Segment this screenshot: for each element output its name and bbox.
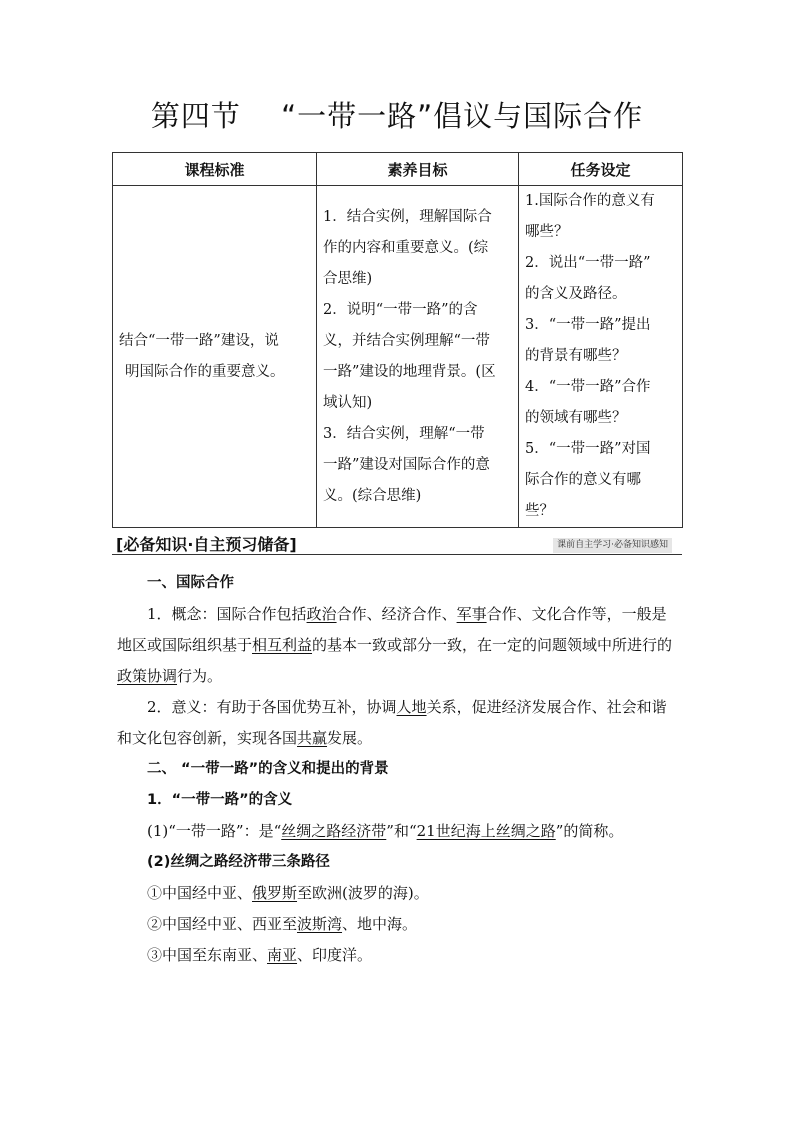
- header-curriculum-standard: 课程标准: [113, 153, 317, 186]
- cell-line: 明国际合作的重要意义。: [125, 363, 285, 380]
- underlined-answer: 南亚: [267, 946, 298, 964]
- text: 行为。: [177, 667, 223, 685]
- cell-line: 3．结合实例，理解“一带: [323, 425, 485, 442]
- underlined-answer: 俄罗斯: [252, 884, 298, 902]
- text: 关系，促进经济发展合作、社会和谐和文化包容创新，实现各国: [117, 698, 667, 747]
- cell-line: 2．说明“一带一路”的含: [323, 301, 478, 318]
- cell-line: 1.国际合作的意义有: [525, 193, 655, 209]
- cell-line: 一路”建设对国际合作的意: [323, 456, 490, 473]
- text: ”和“: [386, 822, 417, 840]
- underlined-answer: 政治: [306, 605, 337, 623]
- heading-belt-and-road: 二、 “一带一路”的含义和提出的背景: [147, 761, 389, 777]
- underlined-answer: 相互利益: [252, 636, 313, 654]
- underlined-answer: 21世纪海上丝绸之路: [416, 822, 556, 840]
- header-task-settings: 任务设定: [519, 153, 683, 186]
- cell-line: 3．“一带一路”提出: [525, 317, 651, 333]
- text: ②中国经中亚、西亚至: [147, 915, 298, 933]
- text: ③中国至东南亚、: [147, 946, 268, 964]
- cell-task-settings: [519, 186, 683, 528]
- cell-line: 结合“一带一路”建设，说: [119, 332, 279, 349]
- text: 、印度洋。: [297, 946, 373, 964]
- cell-line: 作的内容和重要意义。(综: [323, 239, 489, 256]
- underlined-answer: 军事: [456, 605, 487, 623]
- cell-line: 4．“一带一路”合作: [525, 379, 651, 395]
- route-item: [117, 878, 679, 909]
- cell-line: 的含义及路径。: [525, 286, 627, 302]
- knowledge-content: [117, 568, 679, 971]
- cell-line: 义。(综合思维): [323, 487, 422, 504]
- underlined-answer: 政策协调: [117, 667, 178, 685]
- table-header-row: [113, 153, 683, 186]
- cell-line: 的背景有哪些？: [525, 348, 627, 364]
- subheading-meaning: 1．“一带一路”的含义: [147, 792, 293, 808]
- heading-international-cooperation: 一、国际合作: [147, 575, 234, 591]
- text: 至欧洲(波罗的海)。: [297, 884, 429, 902]
- text: 的基本一致或部分一致，在一定的问题领域中所进行的: [312, 636, 673, 654]
- paragraph-significance: [117, 692, 679, 754]
- text: 合作、文化合作等，一般是地区或国际组织基于: [117, 605, 667, 654]
- cell-line: 合思维): [323, 270, 373, 287]
- route-item: [117, 940, 679, 971]
- page-title: 第四节 “一带一路”倡议与国际合作: [150, 99, 644, 133]
- cell-line: 际合作的意义有哪: [525, 472, 641, 488]
- text: ①中国经中亚、: [147, 884, 253, 902]
- text: 1．概念：国际合作包括: [147, 605, 307, 623]
- subheading-routes: (2)丝绸之路经济带三条路径: [147, 854, 330, 870]
- cell-literacy-goals: [317, 186, 519, 528]
- underlined-answer: 丝绸之路经济带: [281, 822, 387, 840]
- text: 合作、经济合作、: [336, 605, 457, 623]
- section-tag: 课前自主学习·必备知识感知: [553, 538, 672, 553]
- underlined-answer: 波斯湾: [297, 915, 343, 933]
- underlined-answer: 共赢: [297, 729, 328, 747]
- cell-line: 1．结合实例，理解国际合: [323, 208, 492, 225]
- cell-line: 的领域有哪些？: [525, 410, 627, 426]
- text: 、地中海。: [342, 915, 418, 933]
- cell-line: 2．说出“一带一路”: [525, 255, 651, 271]
- underlined-answer: 人地: [396, 698, 427, 716]
- curriculum-table: [112, 152, 683, 528]
- header-literacy-goals: 素养目标: [317, 153, 519, 186]
- text: 发展。: [327, 729, 373, 747]
- text: (1)“一带一路”：是“: [147, 822, 282, 840]
- cell-line: 义，并结合实例理解“一带: [323, 332, 490, 349]
- route-item: [117, 909, 679, 940]
- cell-line: 一路”建设的地理背景。(区: [323, 363, 496, 380]
- cell-line: 域认知): [323, 394, 373, 411]
- section-title: [必备知识·自主预习储备]: [116, 535, 297, 554]
- cell-curriculum-standard: [113, 186, 317, 528]
- paragraph-concept: [117, 599, 679, 692]
- cell-line: 些？: [525, 503, 554, 519]
- cell-line: 5．“一带一路”对国: [525, 441, 651, 457]
- text: 2．意义：有助于各国优势互补，协调: [147, 698, 397, 716]
- cell-line: 哪些？: [525, 224, 569, 240]
- paragraph-definition: [117, 816, 679, 847]
- text: ”的简称。: [555, 822, 624, 840]
- section-header: [112, 530, 682, 555]
- table-row: [113, 186, 683, 528]
